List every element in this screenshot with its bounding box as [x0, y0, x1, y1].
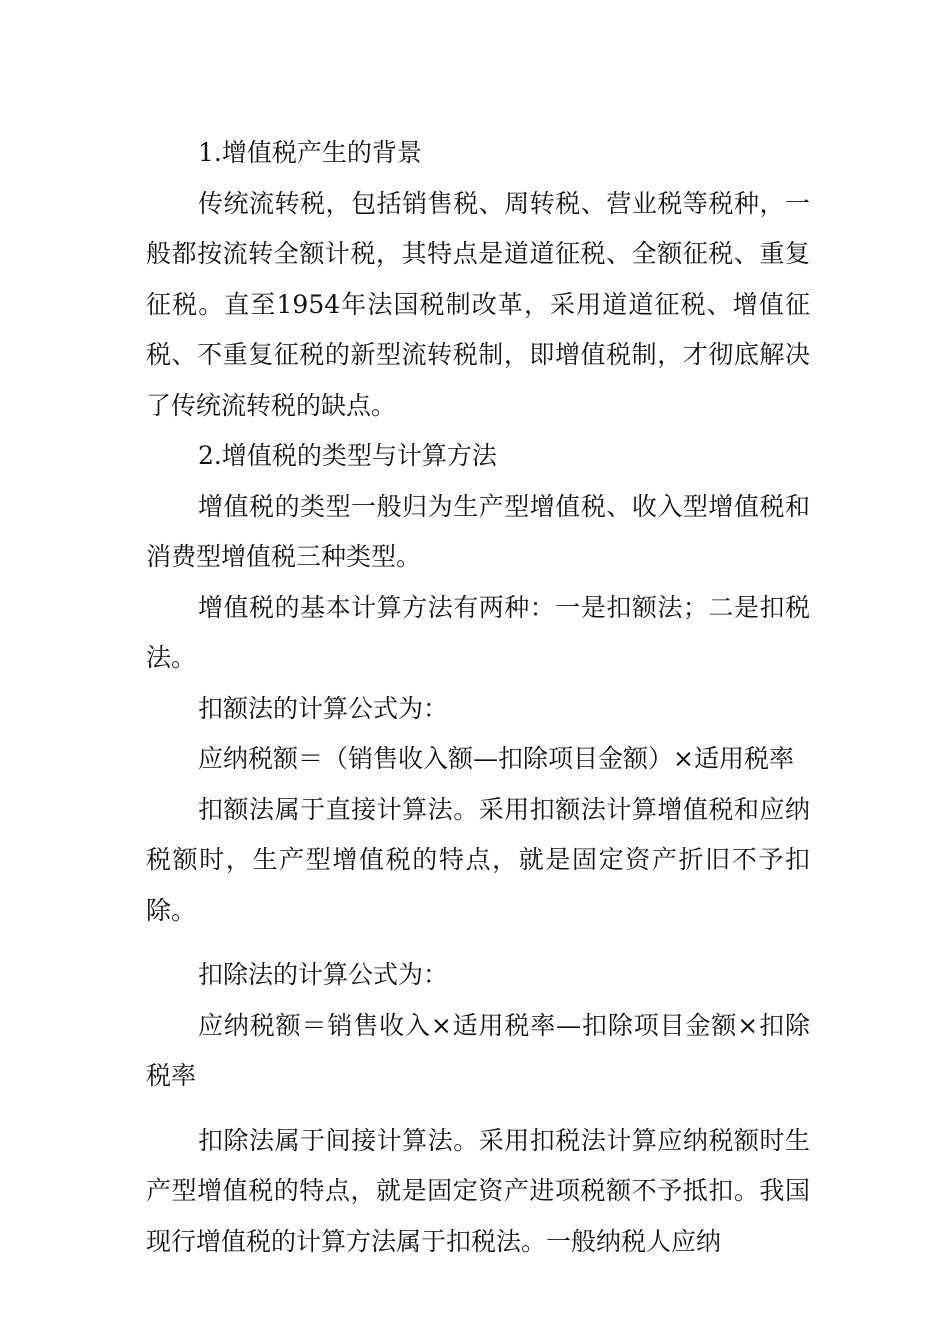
document-body [146, 128, 810, 1267]
paragraph-indirect-calculation: 扣除法属于间接计算法。采用扣税法计算应纳税额时生产型增值税的特点，就是固定资产进项税额不予抵扣。我国现行增值税的计算方法属于扣税法。一般纳税人应纳 [146, 1125, 810, 1256]
paragraph-vat-types: 增值税的类型一般归为生产型增值税、收入型增值税和消费型增值税三种类型。 [146, 491, 810, 571]
section-heading-types-methods: 2.增值税的类型与计算方法 [198, 441, 497, 470]
formula-deduction-tax: 应纳税额＝销售收入×适用税率—扣除项目金额×扣除税率 [146, 1010, 810, 1090]
section-heading-background: 1.增值税产生的背景 [198, 138, 422, 167]
paragraph-calculation-methods: 增值税的基本计算方法有两种：一是扣额法；二是扣税法。 [146, 592, 810, 672]
paragraph-deduction-amount-formula-intro: 扣额法的计算公式为： [198, 693, 449, 723]
paragraph-traditional-turnover-tax: 传统流转税，包括销售税、周转税、营业税等税种，一般都按流转全额计税，其特点是道道征税、全额征税、重复征税。直至1954年法国税制改革，采用道道征税、增值征税、不重复征税的新型流转税制，即增值税制，才彻底解决了传统流转税的缺点。 [146, 188, 810, 420]
paragraph-deduction-tax-formula-intro: 扣除法的计算公式为： [198, 960, 449, 989]
formula-deduction-amount: 应纳税额＝（销售收入额—扣除项目金额）×适用税率 [198, 744, 794, 773]
paragraph-direct-calculation: 扣额法属于直接计算法。采用扣额法计算增值税和应纳税额时，生产型增值税的特点，就是固定资产折旧不予扣除。 [146, 794, 810, 925]
